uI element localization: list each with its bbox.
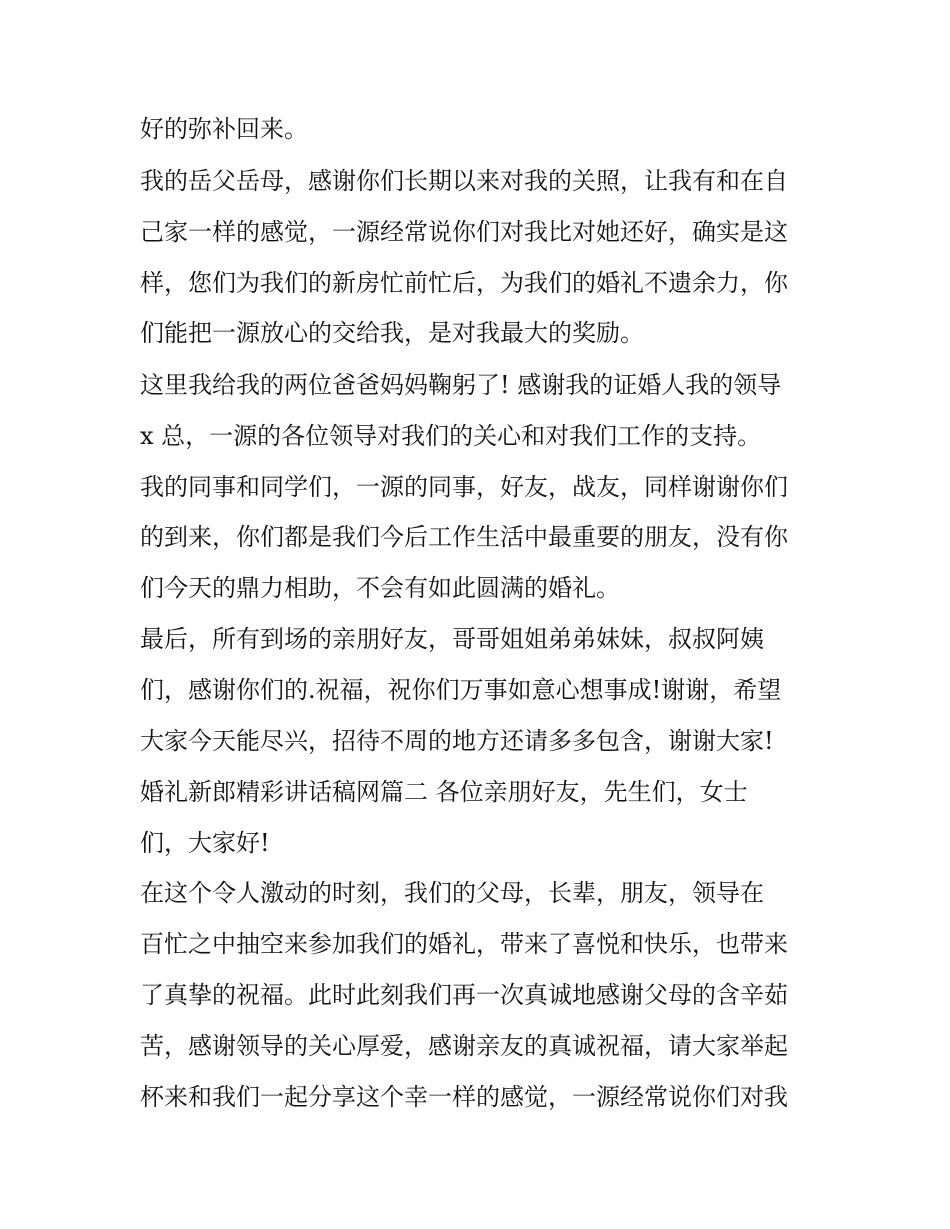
text-line: 苦，感谢领导的关心厚爱，感谢亲友的真诚祝福，请大家举起 [140, 1032, 788, 1060]
text-line: 们能把一源放心的交给我，是对我最大的奖励。 [140, 319, 644, 347]
text-line: 我的同事和同学们，一源的同事，好友，战友，同样谢谢你们 [140, 473, 788, 501]
text-line: 最后，所有到场的亲朋好友，哥哥姐姐弟弟妹妹，叔叔阿姨 [140, 625, 764, 653]
text-line: 好的弥补回来。 [140, 115, 308, 143]
text-line: 婚礼新郎精彩讲话稿网篇二 各位亲朋好友，先生们，女士 [140, 778, 748, 806]
text-line: 我的岳父岳母，感谢你们长期以来对我的关照，让我有和在自 [140, 167, 788, 195]
text-line: 杯来和我们一起分享这个幸一样的感觉，一源经常说你们对我 [140, 1083, 788, 1111]
text-line: 们，感谢你们的.祝福，祝你们万事如意心想事成!谢谢，希望 [140, 676, 782, 704]
text-line: 大家今天能尽兴，招待不周的地方还请多多包含，谢谢大家! [140, 727, 774, 755]
text-line: 这里我给我的两位爸爸妈妈鞠躬了! 感谢我的证婚人我的领导 [140, 371, 782, 399]
text-line: 们，大家好! [140, 829, 270, 857]
text-line: 样，您们为我们的新房忙前忙后，为我们的婚礼不遗余力，你 [140, 269, 788, 297]
text-line: 的到来，你们都是我们今后工作生活中最重要的朋友，没有你 [140, 523, 788, 551]
text-line: 们今天的鼎力相助，不会有如此圆满的婚礼。 [140, 574, 620, 602]
text-line: 了真挚的祝福。此时此刻我们再一次真诚地感谢父母的含辛茹 [140, 981, 788, 1009]
text-line: 己家一样的感觉，一源经常说你们对我比对她还好，确实是这 [140, 218, 788, 246]
text-line: 在这个令人激动的时刻，我们的父母，长辈，朋友，领导在 [140, 879, 764, 907]
text-line: 百忙之中抽空来参加我们的婚礼，带来了喜悦和快乐，也带来 [140, 930, 788, 958]
text-line: x 总，一源的各位领导对我们的关心和对我们工作的支持。 [140, 422, 762, 450]
